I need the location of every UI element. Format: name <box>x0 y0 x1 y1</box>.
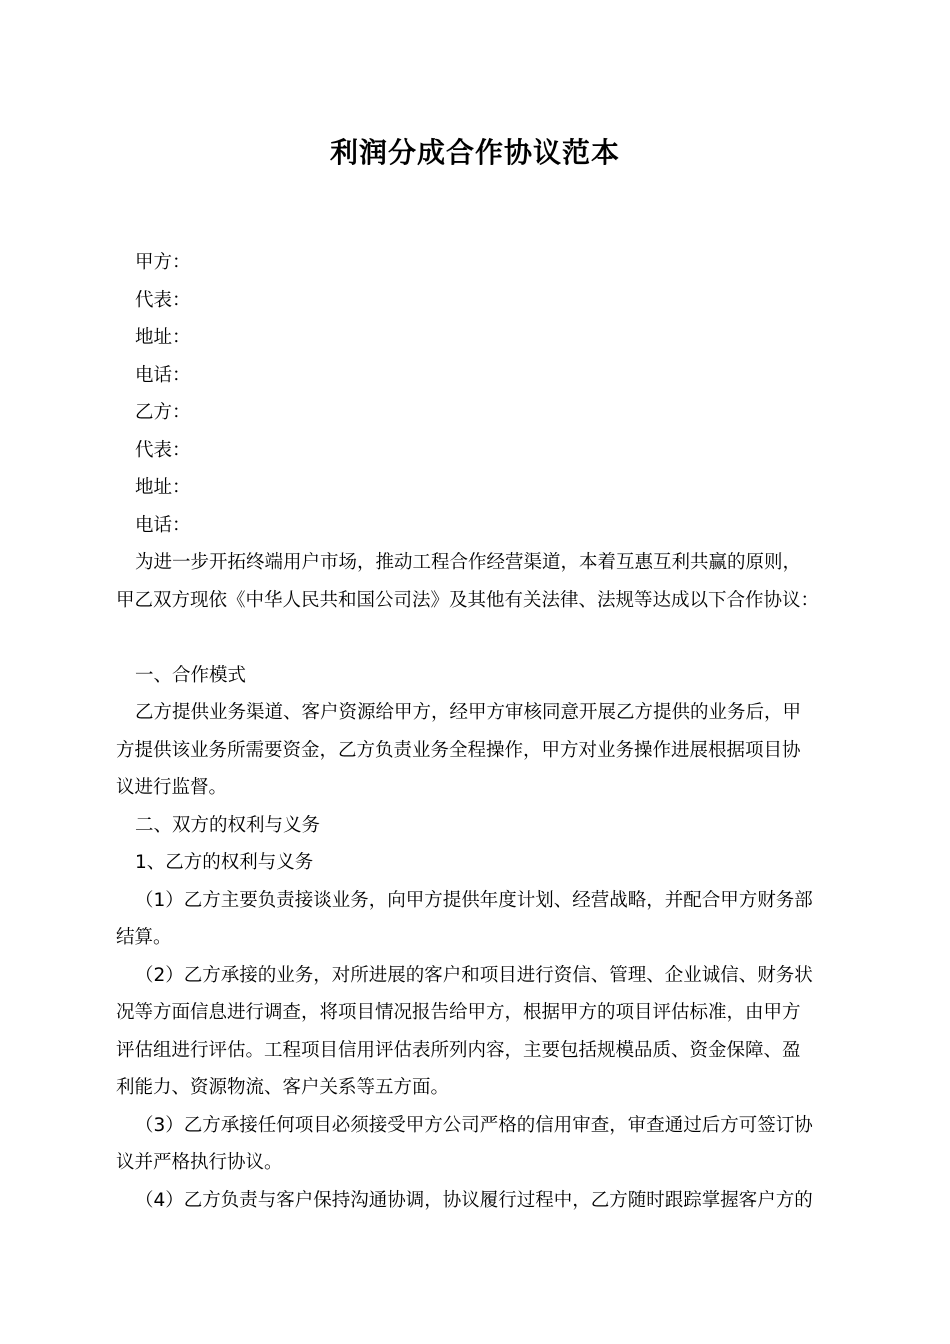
party-b-address-label: 地址： <box>135 477 191 498</box>
section-2-heading: 二、双方的权利与义务 <box>135 814 321 836</box>
item-3-line-2: 议并严格执行协议。 <box>116 1152 283 1173</box>
party-b-representative-label: 代表： <box>135 439 191 461</box>
item-3-line-1: （3）乙方承接任何项目必须接受甲方公司严格的信用审查，审查通过后方可签订协 <box>135 1114 813 1136</box>
item-1-line-1: （1）乙方主要负责接谈业务，向甲方提供年度计划、经营战略，并配合甲方财务部 <box>135 889 813 911</box>
item-2-line-4: 利能力、资源物流、客户关系等五方面。 <box>116 1077 450 1098</box>
document-title: 利润分成合作协议范本 <box>329 136 620 169</box>
party-a-representative-label: 代表： <box>135 289 191 311</box>
item-2-line-1: （2）乙方承接的业务，对所进展的客户和项目进行资信、管理、企业诚信、财务状 <box>135 964 813 986</box>
party-b-label: 乙方： <box>135 402 191 423</box>
item-2-line-3: 评估组进行评估。工程项目信用评估表所列内容，主要包括规模品质、资金保障、盈 <box>116 1039 801 1061</box>
party-b-phone-label: 电话： <box>135 514 191 536</box>
party-a-phone-label: 电话： <box>135 364 191 386</box>
party-a-label: 甲方： <box>135 252 191 273</box>
section-1-line-2: 方提供该业务所需要资金，乙方负责业务全程操作，甲方对业务操作进展根据项目协 <box>116 739 801 761</box>
party-a-address-label: 地址： <box>135 327 191 348</box>
document-body <box>116 244 836 1219</box>
item-4-line-1: （4）乙方负责与客户保持沟通协调，协议履行过程中，乙方随时跟踪掌握客户方的 <box>135 1189 813 1211</box>
preamble-line-1: 为进一步开拓终端用户市场，推动工程合作经营渠道，本着互惠互利共赢的原则， <box>135 552 802 573</box>
section-1-line-1: 乙方提供业务渠道、客户资源给甲方，经甲方审核同意开展乙方提供的业务后，甲 <box>135 702 802 723</box>
section-1-line-3: 议进行监督。 <box>116 777 228 798</box>
section-2-subheading: 1、乙方的权利与义务 <box>135 852 314 873</box>
preamble-line-2: 甲乙双方现依《中华人民共和国公司法》及其他有关法律、法规等达成以下合作协议： <box>116 589 820 611</box>
paragraph-gap <box>116 619 836 657</box>
item-1-line-2: 结算。 <box>116 927 172 948</box>
item-2-line-2: 况等方面信息进行调查，将项目情况报告给甲方，根据甲方的项目评估标准，由甲方 <box>116 1002 801 1023</box>
section-1-heading: 一、合作模式 <box>135 664 247 686</box>
